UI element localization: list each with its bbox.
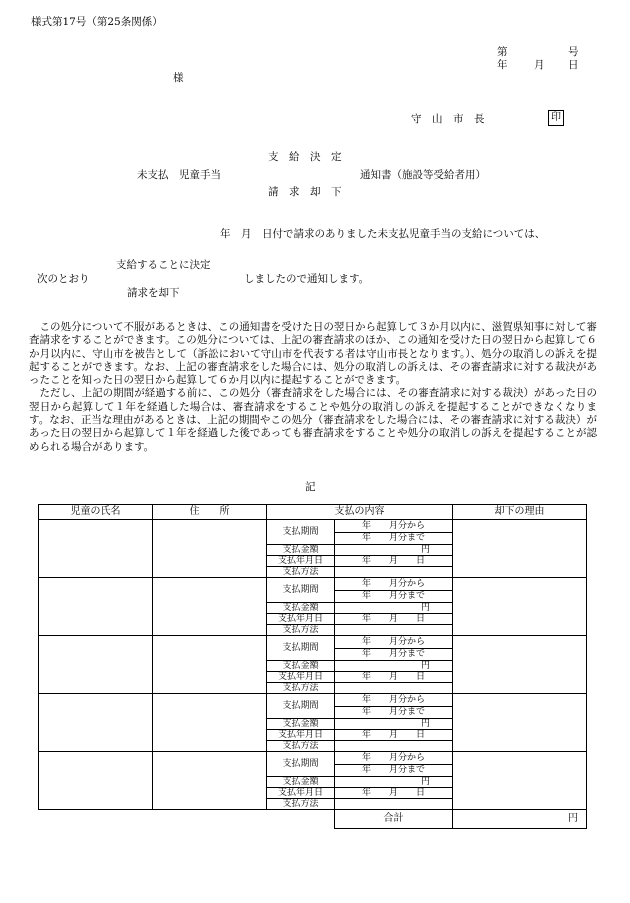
ref-month: 月 (534, 59, 545, 71)
period-from: 年 月分から (335, 694, 453, 707)
period-to: 年 月分まで (335, 648, 453, 661)
label-date: 支払年月日 (267, 788, 335, 799)
label-amount: 支払金額 (267, 661, 335, 672)
header-address: 住 所 (153, 505, 267, 520)
label-amount: 支払金額 (267, 603, 335, 614)
header-child-name: 児童の氏名 (39, 505, 153, 520)
table-row (39, 636, 587, 649)
addressee-suffix: 様 (173, 72, 184, 84)
address-cell[interactable] (153, 694, 267, 752)
label-method: 支払方法 (267, 683, 335, 694)
label-method: 支払方法 (267, 567, 335, 578)
label-amount: 支払金額 (267, 545, 335, 556)
total-unit: 円 (453, 810, 587, 829)
label-amount: 支払金額 (267, 719, 335, 730)
table-row (39, 752, 587, 765)
label-date: 支払年月日 (267, 672, 335, 683)
date-value: 年 月 日 (335, 614, 453, 625)
body-option-grant: 支給することに決定 (116, 259, 211, 271)
table-header-row (39, 505, 587, 520)
table-row (39, 578, 587, 591)
label-date: 支払年月日 (267, 730, 335, 741)
period-to: 年 月分まで (335, 532, 453, 545)
header-reject-reason: 却下の理由 (453, 505, 587, 520)
table-body (39, 520, 587, 829)
notice-paragraph-1: この処分について不服があるときは、この通知書を受けた日の翌日から起算して３か月以内に、滋賀県知事に対して審査請求をすることができます。この処分については、上記の審査請求のほか、この通知を受けた日の翌日から起算して６か月以内に、守山市を被告として（訴訟において守山市を代表する者は守山市長となります。）、処分の取消しの訴えを提起することができます。なお、上記の審査請求をした場合には、処分の取消しの訴えは、その審査請求に対する裁決があったことを知った日の翌日から起算して６か月以内に提起することができます。 (29, 321, 597, 387)
title-left: 未支払 児童手当 (137, 169, 221, 181)
ref-year: 年 (497, 59, 508, 71)
period-to: 年 月分まで (335, 706, 453, 719)
body-prefix: 次のとおり (37, 273, 90, 285)
label-method: 支払方法 (267, 741, 335, 752)
label-date: 支払年月日 (267, 614, 335, 625)
ki-heading: 記 (305, 481, 316, 493)
body-line1: 年 月 日付で請求のありました未支払児童手当の支給については、 (220, 228, 546, 240)
label-period: 支払期間 (267, 752, 335, 777)
issuer: 守 山 市 長 (411, 113, 485, 125)
period-from: 年 月分から (335, 636, 453, 649)
child-name-cell[interactable] (39, 752, 153, 810)
date-value: 年 月 日 (335, 730, 453, 741)
label-period: 支払期間 (267, 636, 335, 661)
address-cell[interactable] (153, 520, 267, 578)
address-cell[interactable] (153, 752, 267, 810)
ref-number-suffix: 号 (568, 46, 579, 58)
form-id: 様式第17号（第25条関係） (31, 16, 163, 28)
reject-reason-cell[interactable] (453, 520, 587, 578)
address-cell[interactable] (153, 636, 267, 694)
body-suffix: しましたので通知します。 (244, 273, 370, 285)
amount-unit: 円 (335, 603, 453, 614)
label-amount: 支払金額 (267, 777, 335, 788)
reject-reason-cell[interactable] (453, 694, 587, 752)
notice-paragraph-2: ただし、上記の期間が経過する前に、この処分（審査請求をした場合には、その審査請求に対する裁決）があった日の翌日から起算して１年を経過した場合は、審査請求をすることや処分の取消しの訴えを提起することができなくなります。なお、正当な理由があるときは、上記の期間やこの処分（審査請求をした場合には、その審査請求に対する裁決）があった日の翌日から起算して１年を経過した後であっても審査請求をすることや処分の取消しの訴えを提起することが認められる場合があります。 (29, 387, 597, 453)
child-name-cell[interactable] (39, 578, 153, 636)
reject-reason-cell[interactable] (453, 752, 587, 810)
appeal-notice (29, 321, 597, 454)
total-row (39, 810, 587, 829)
child-name-cell[interactable] (39, 694, 153, 752)
period-to: 年 月分まで (335, 590, 453, 603)
total-label: 合計 (335, 810, 453, 829)
label-period: 支払期間 (267, 694, 335, 719)
table-row (39, 694, 587, 707)
date-value: 年 月 日 (335, 556, 453, 567)
method-value[interactable] (335, 741, 453, 752)
period-from: 年 月分から (335, 578, 453, 591)
ref-number-prefix: 第 (497, 46, 508, 58)
table-row (39, 520, 587, 533)
amount-unit: 円 (335, 719, 453, 730)
reject-reason-cell[interactable] (453, 636, 587, 694)
period-from: 年 月分から (335, 752, 453, 765)
label-period: 支払期間 (267, 520, 335, 545)
label-method: 支払方法 (267, 625, 335, 636)
period-to: 年 月分まで (335, 764, 453, 777)
label-date: 支払年月日 (267, 556, 335, 567)
child-name-cell[interactable] (39, 636, 153, 694)
amount-unit: 円 (335, 545, 453, 556)
method-value[interactable] (335, 625, 453, 636)
address-cell[interactable] (153, 578, 267, 636)
label-period: 支払期間 (267, 578, 335, 603)
ref-day: 日 (568, 59, 579, 71)
amount-unit: 円 (335, 661, 453, 672)
child-name-cell[interactable] (39, 520, 153, 578)
seal-mark: 印 (548, 110, 564, 126)
title-option-reject: 請 求 却 下 (268, 186, 342, 198)
amount-unit: 円 (335, 777, 453, 788)
label-method: 支払方法 (267, 799, 335, 810)
title-option-grant: 支 給 決 定 (268, 151, 342, 163)
body-option-reject: 請求を却下 (127, 287, 180, 299)
payment-table (38, 504, 587, 829)
header-payment-details: 支払の内容 (267, 505, 453, 520)
method-value[interactable] (335, 799, 453, 810)
period-from: 年 月分から (335, 520, 453, 533)
method-value[interactable] (335, 683, 453, 694)
reject-reason-cell[interactable] (453, 578, 587, 636)
date-value: 年 月 日 (335, 672, 453, 683)
title-right: 通知書（施設等受給者用） (360, 169, 486, 181)
method-value[interactable] (335, 567, 453, 578)
date-value: 年 月 日 (335, 788, 453, 799)
